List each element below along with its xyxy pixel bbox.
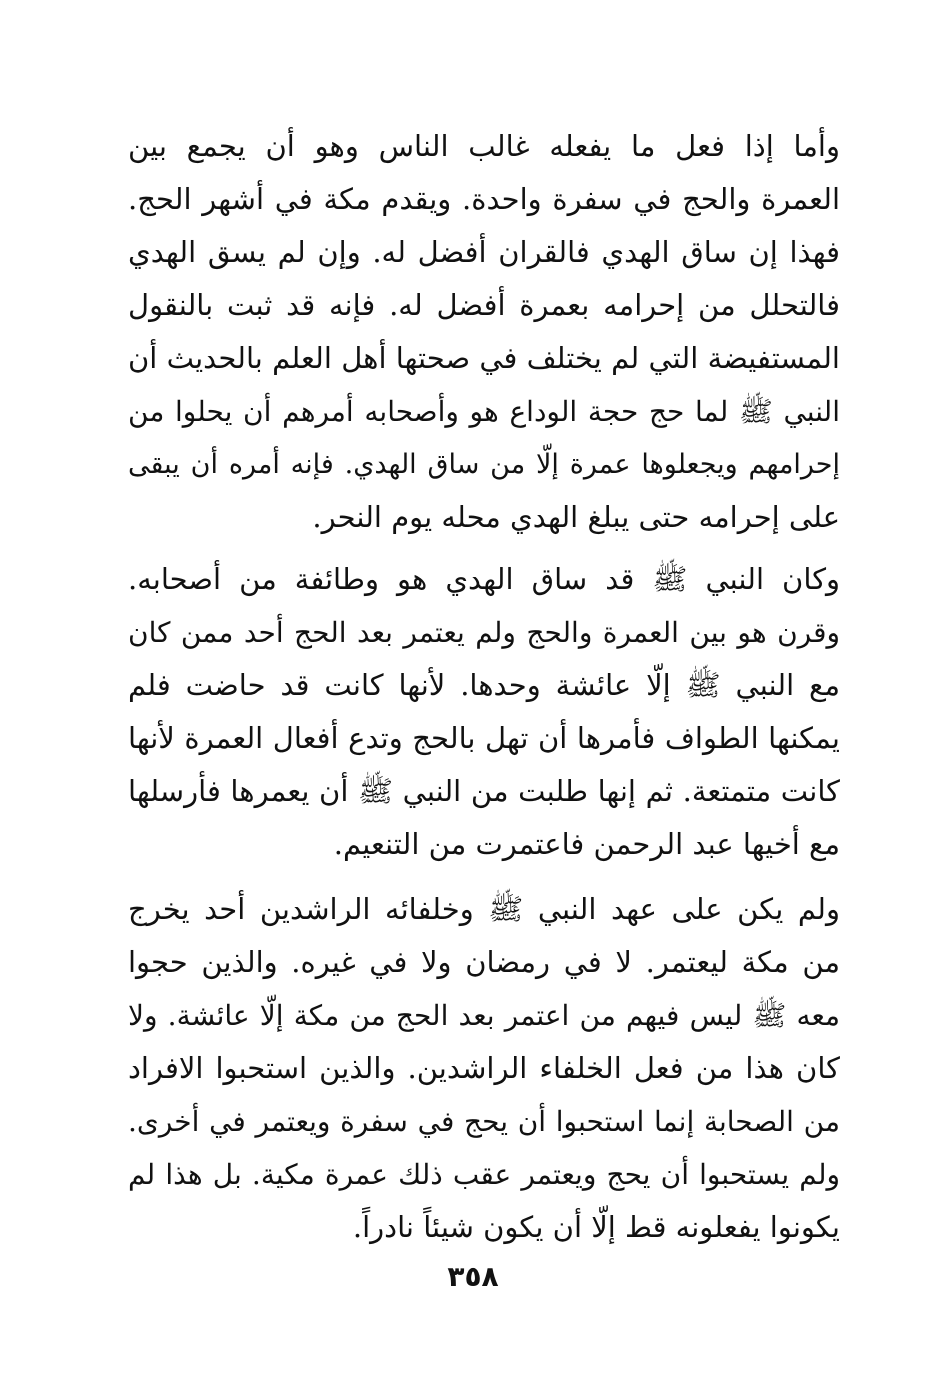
text-line: إحرامهم ويجعلوها عمرة إلّا من ساق الهدي. فإنه أمره أن يبقى xyxy=(128,449,840,480)
text-line: النبي ﷺ لما حج حجة الوداع هو وأصحابه أمرهم أن يحلوا من xyxy=(128,395,840,428)
text-line: وكان النبي ﷺ قد ساق الهدي هو وطائفة من أصحابه. xyxy=(128,562,840,596)
text-line: وأما إذا فعل ما يفعله غالب الناس وهو أن يجمع بين xyxy=(128,129,840,163)
text-line: يكونوا يفعلونه قط إلّا أن يكون شيئاً نادراً. xyxy=(352,1210,840,1244)
text-line: المستفيضة التي لم يختلف في صحتها أهل العلم بالحديث أن xyxy=(128,341,840,375)
text-line: مع النبي ﷺ إلّا عائشة وحدها. لأنها كانت قد حاضت فلم xyxy=(128,668,840,702)
paragraph-3 xyxy=(128,883,840,1254)
text-line: على إحرامه حتى يبلغ الهدي محله يوم النحر. xyxy=(312,500,840,534)
text-line: يمكنها الطواف فأمرها أن تهل بالحج وتدع أفعال العمرة لأنها xyxy=(128,721,840,755)
text-line: كان هذا من فعل الخلفاء الراشدين. والذين استحبوا الافراد xyxy=(128,1051,840,1085)
text-line: العمرة والحج في سفرة واحدة. ويقدم مكة في أشهر الحج. xyxy=(128,182,840,216)
text-line: ولم يستحبوا أن يحج ويعتمر عقب ذلك عمرة مكية. بل هذا لم xyxy=(128,1158,840,1191)
text-line: ولم يكن على عهد النبي ﷺ وخلفائه الراشدين أحد يخرج xyxy=(128,892,840,926)
text-line: فهذا إن ساق الهدي فالقران أفضل له. وإن لم يسق الهدي xyxy=(128,235,840,269)
paragraph-2 xyxy=(128,553,840,871)
text-line: وقرن هو بين العمرة والحج ولم يعتمر بعد الحج أحد ممن كان xyxy=(128,616,840,649)
text-line: من مكة ليعتمر. لا في رمضان ولا في غيره. والذين حجوا xyxy=(128,945,840,979)
text-line: معه ﷺ ليس فيهم من اعتمر بعد الحج من مكة إلّا عائشة. ولا xyxy=(128,999,840,1032)
text-line: مع أخيها عبد الرحمن فاعتمرت من التنعيم. xyxy=(333,827,840,861)
text-line: كانت متمتعة. ثم إنها طلبت من النبي ﷺ أن يعمرها فأرسلها xyxy=(128,774,840,808)
text-line: فالتحلل من إحرامه بعمرة أفضل له. فإنه قد ثبت بالنقول xyxy=(128,288,840,322)
page-number: ٣٥٨ xyxy=(447,1260,499,1293)
text-line: من الصحابة إنما استحبوا أن يحج في سفرة ويعتمر في أخرى. xyxy=(128,1105,840,1138)
paragraph-1 xyxy=(128,120,840,544)
